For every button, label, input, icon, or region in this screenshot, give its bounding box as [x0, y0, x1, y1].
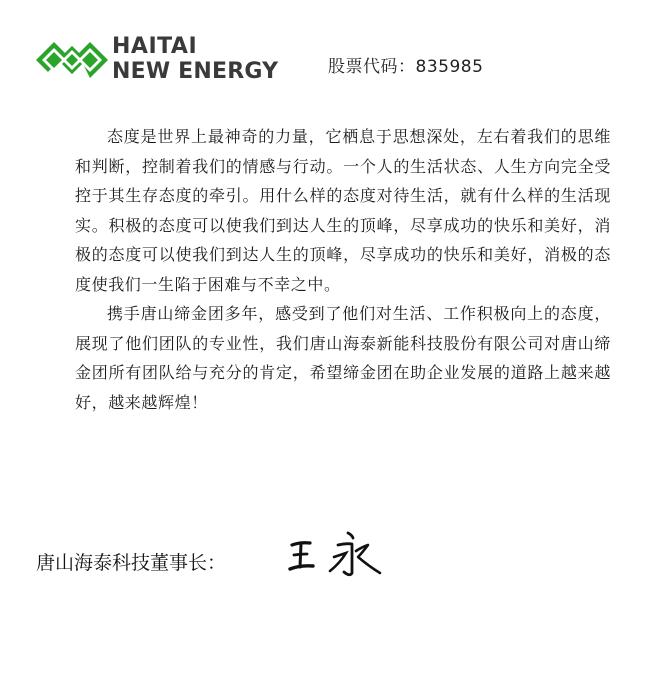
- signature-block: [36, 535, 636, 595]
- logo-line-2: NEW ENERGY: [112, 59, 279, 84]
- haitai-logo-icon: [36, 34, 108, 86]
- handwritten-signature: [286, 527, 396, 587]
- paragraph-2: 携手唐山缔金团多年，感受到了他们对生活、工作积极向上的态度，展现了他们团队的专业性，我们唐山海泰新能科技股份有限公司对唐山缔金团所有团队给与充分的肯定，希望缔金团在助企业发展的道路上越来越好，越来越辉煌！: [75, 304, 611, 412]
- paragraph-1: 态度是世界上最神奇的力量，它栖息于思想深处，左右着我们的思维和判断，控制着我们的情感与行动。一个人的生活状态、人生方向完全受控于其生存态度的牵引。用什么样的态度对待生活，就有什么样的生活现实。积极的态度可以使我们到达人生的顶峰，尽享成功的快乐和美好，消极的态度可以使我们到达人生的顶峰，尽享成功的快乐和美好，消极的态度使我们一生陷于困难与不幸之中。: [75, 127, 611, 294]
- company-logo-text: [112, 35, 278, 85]
- stock-code: 股票代码：835985: [328, 57, 484, 77]
- signature-label: 唐山海泰科技董事长：: [36, 552, 227, 574]
- letterhead: [36, 34, 636, 94]
- logo-line-1: HAITAI: [112, 34, 198, 59]
- letter-body: [75, 122, 611, 417]
